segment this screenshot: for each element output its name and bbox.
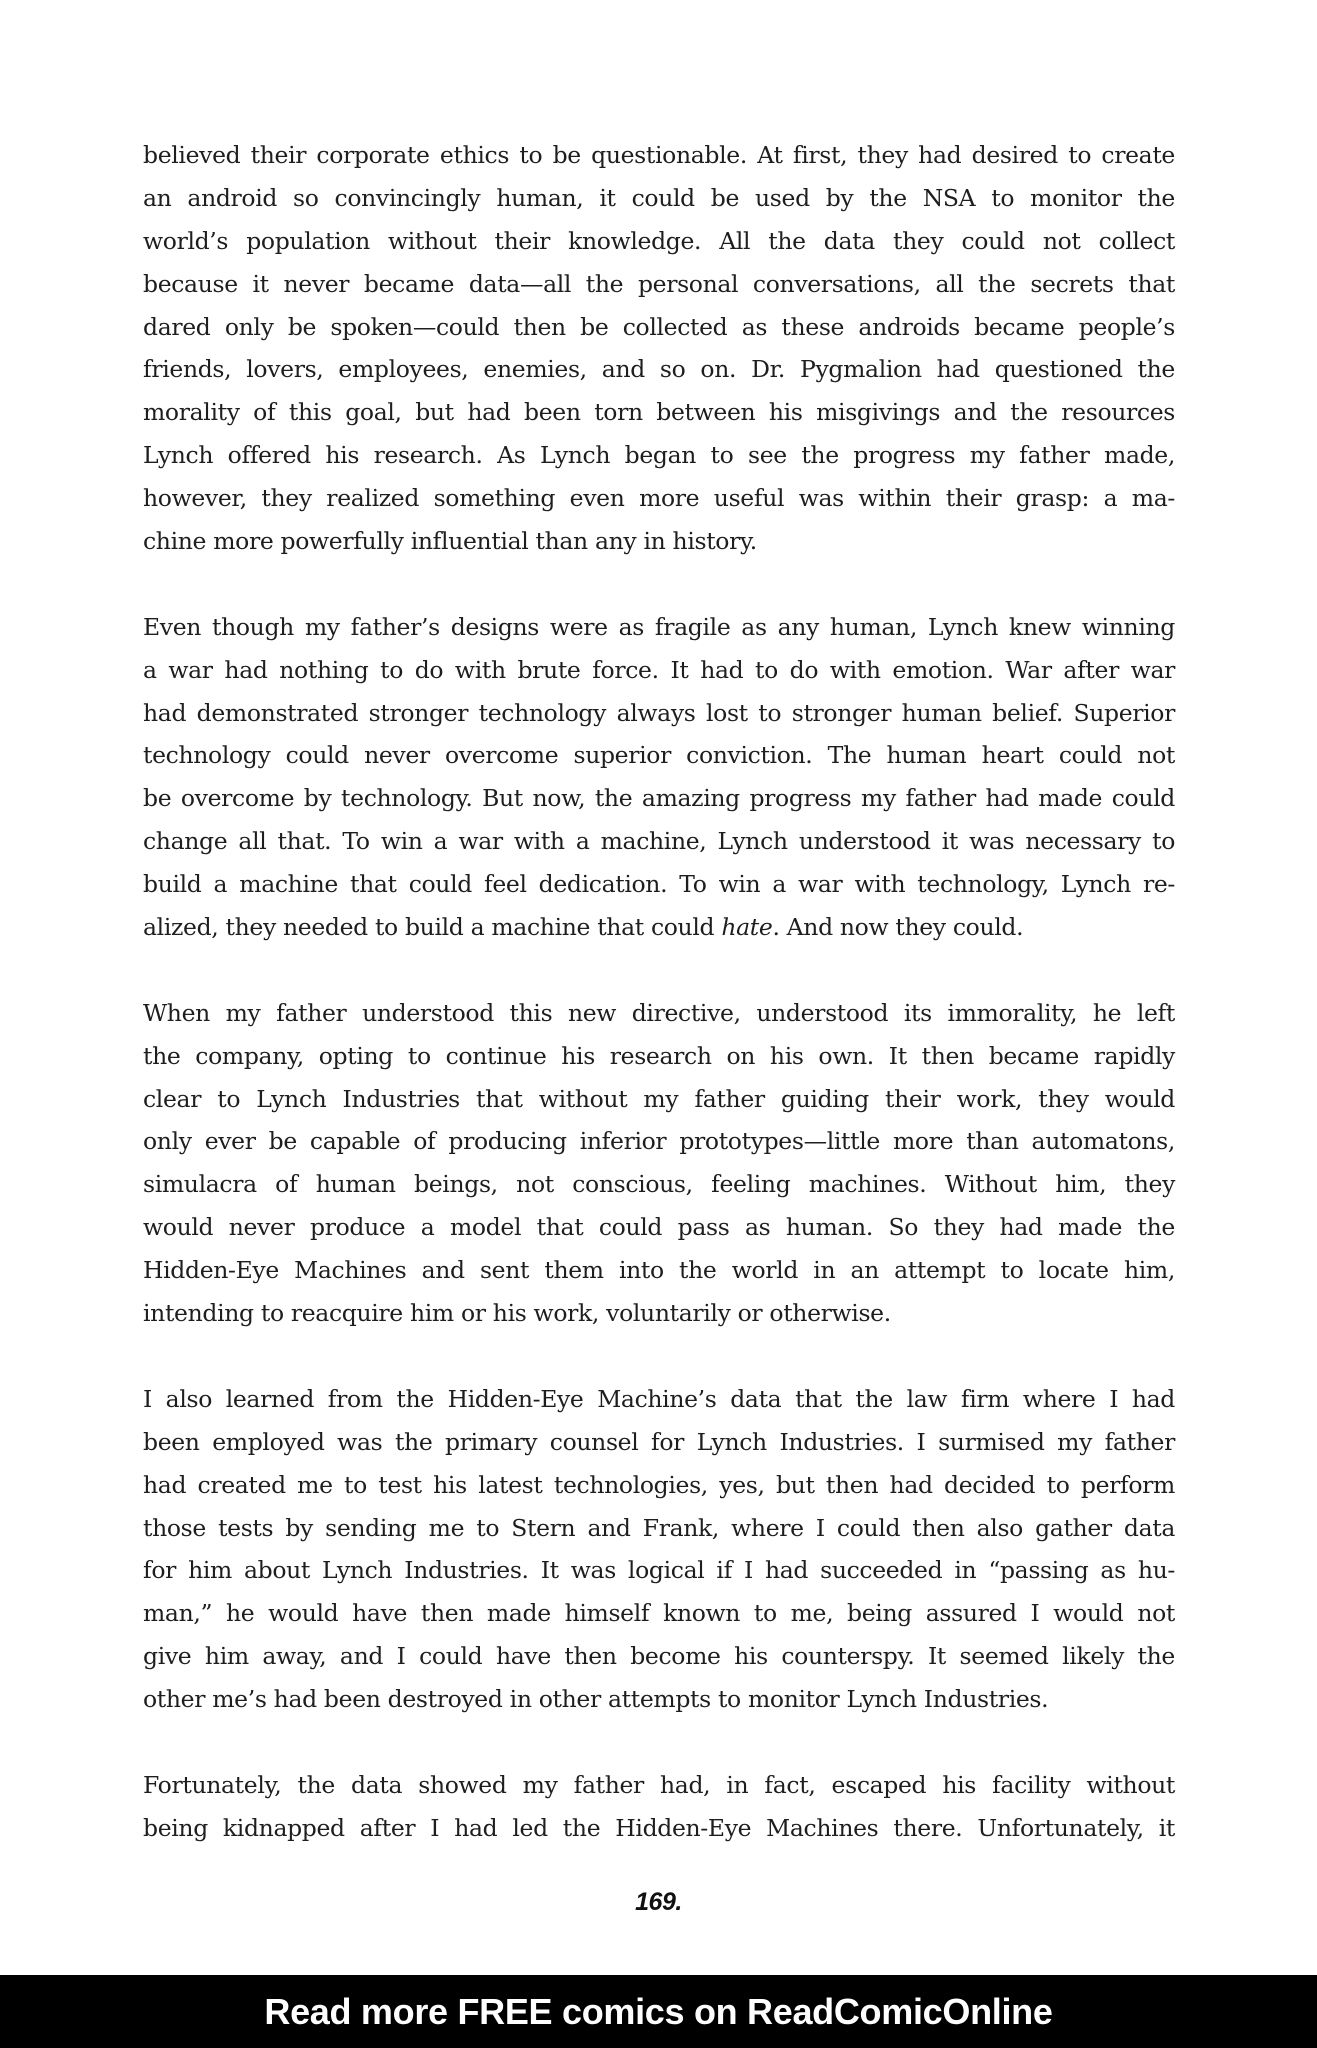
text-line: those tests by sending me to Stern and Frank, where I could then also gather data [143,1513,1175,1542]
text-line: had created me to test his latest technologies, yes, but then had decided to perform [143,1470,1175,1499]
text-line: been employed was the primary counsel for Lynch Industries. I surmised my father [143,1427,1175,1456]
text-segment: . And now they could. [772,913,1024,942]
text-line: world’s population without their knowledge. All the data they could not collect [143,226,1175,255]
text-line: morality of this goal, but had been torn between his misgivings and the resources [143,398,1175,427]
text-line: a war had nothing to do with brute force. It had to do with emotion. War after war [143,655,1175,684]
text-line: an android so convincingly human, it could be used by the NSA to monitor the [143,183,1175,212]
text-line: friends, lovers, employees, enemies, and so on. Dr. Pygmalion had questioned the [143,355,1175,384]
body-text [143,134,1175,1893]
text-line: give him away, and I could have then become his counterspy. It seemed likely the [143,1642,1175,1671]
text-line: be overcome by technology. But now, the amazing progress my father had made could [143,784,1175,813]
text-line: other me’s had been destroyed in other attempts to monitor Lynch Industries. [143,1685,1049,1714]
text-line: Fortunately, the data showed my father had, in fact, escaped his facility without [143,1770,1175,1799]
paragraph-1 [143,134,1175,563]
paragraph-4 [143,1378,1175,1721]
text-line: had demonstrated stronger technology always lost to stronger human belief. Superior [143,698,1175,727]
paragraph-5 [143,1764,1175,1850]
paragraph-3 [143,992,1175,1335]
text-line: however, they realized something even more useful was within their grasp: a ma- [143,484,1175,513]
promo-banner[interactable] [0,1975,1317,2048]
text-line: only ever be capable of producing inferior prototypes—little more than automatons, [143,1127,1175,1156]
text-line: would never produce a model that could pass as human. So they had made the [143,1213,1175,1242]
text-line: chine more powerfully influential than any in history. [143,527,757,556]
text-line [143,906,1175,949]
text-line: for him about Lynch Industries. It was logical if I had succeeded in “passing as hu- [143,1556,1175,1585]
italic-emphasis: hate [721,913,773,942]
text-line: build a machine that could feel dedication. To win a war with technology, Lynch re- [143,870,1175,899]
page-number: 169. [635,1888,682,1916]
paragraph-2 [143,606,1175,949]
text-line: Even though my father’s designs were as fragile as any human, Lynch knew winning [143,612,1175,641]
text-line: technology could never overcome superior conviction. The human heart could not [143,741,1175,770]
text-line: intending to reacquire him or his work, voluntarily or otherwise. [143,1299,891,1328]
text-line: dared only be spoken—could then be collected as these androids became people’s [143,312,1175,341]
text-line: being kidnapped after I had led the Hidden-Eye Machines there. Unfortunately, it [143,1813,1175,1842]
text-line: because it never became data—all the personal conversations, all the secrets that [143,269,1175,298]
text-line: Hidden-Eye Machines and sent them into the world in an attempt to locate him, [143,1256,1175,1285]
text-line: simulacra of human beings, not conscious, feeling machines. Without him, they [143,1170,1175,1199]
text-line: clear to Lynch Industries that without my father guiding their work, they would [143,1084,1175,1113]
text-line: the company, opting to continue his research on his own. It then became rapidly [143,1041,1175,1070]
text-segment: alized, they needed to build a machine that could [143,913,722,942]
text-line: Lynch offered his research. As Lynch began to see the progress my father made, [143,441,1175,470]
text-line: believed their corporate ethics to be questionable. At first, they had desired to create [143,141,1175,169]
text-line: When my father understood this new directive, understood its immorality, he left [143,998,1175,1027]
text-line: change all that. To win a war with a machine, Lynch understood it was necessary to [143,827,1175,856]
text-line: man,” he would have then made himself known to me, being assured I would not [143,1599,1175,1628]
text-line: I also learned from the Hidden-Eye Machine’s data that the law firm where I had [143,1384,1175,1413]
promo-banner-link[interactable]: Read more FREE comics on ReadComicOnline [264,1990,1053,2032]
